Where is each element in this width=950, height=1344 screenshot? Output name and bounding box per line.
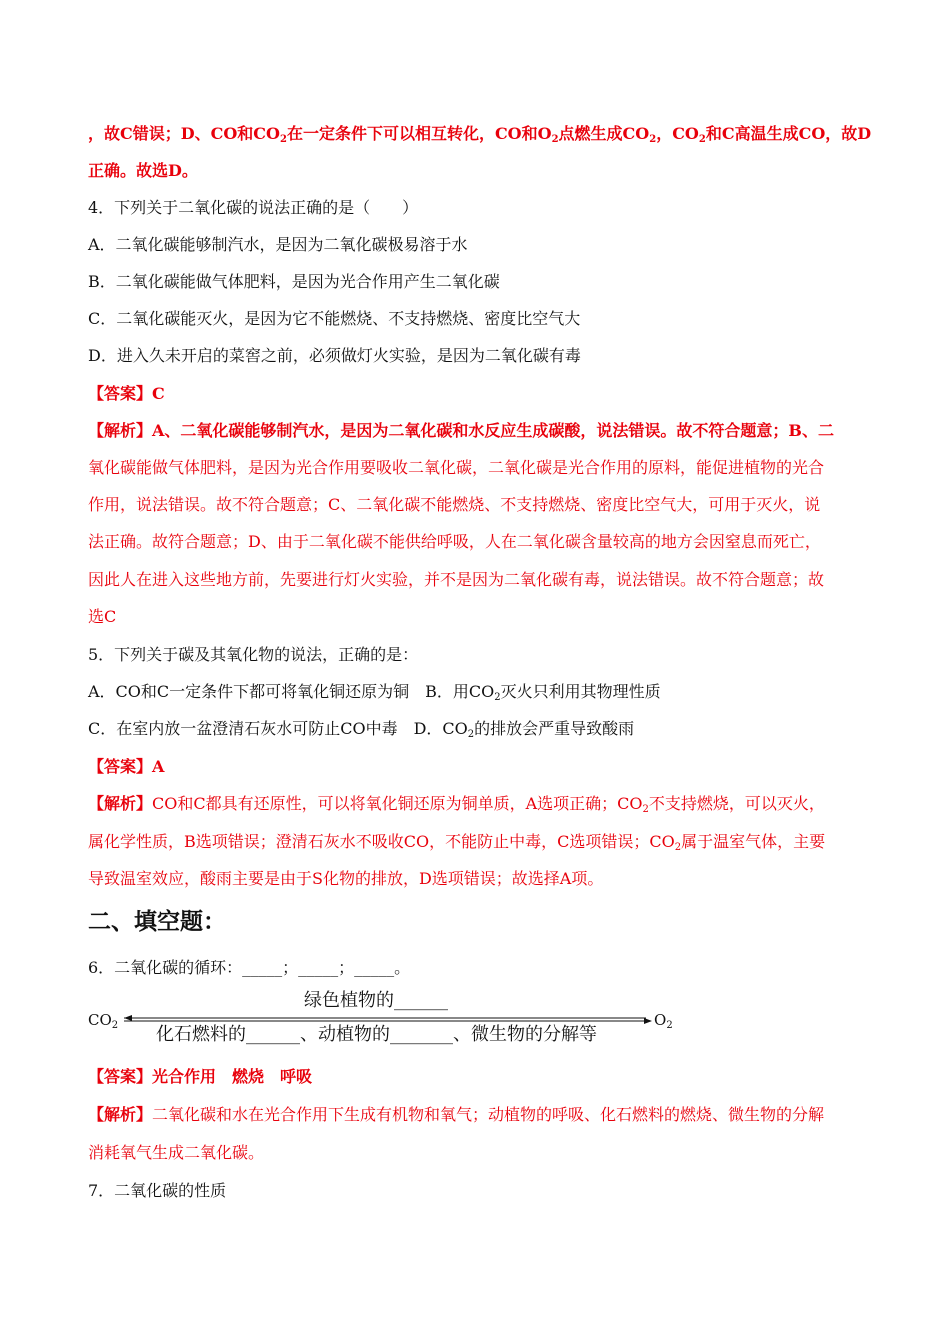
q6-answer: 【答案】光合作用 燃烧 呼吸 bbox=[88, 1067, 313, 1086]
prev-explanation-line-2: 正确。故选D。 bbox=[88, 161, 198, 180]
carbon-cycle-diagram bbox=[86, 988, 686, 1052]
q4-explanation-5: 因此人在进入这些地方前，先要进行灯火实验，并不是因为二氧化碳有毒，说法错误。故不符合题意；故 bbox=[88, 570, 825, 589]
q4-option-a: A．二氧化碳能够制汽水，是因为二氧化碳极易溶于水 bbox=[88, 235, 468, 254]
q6-explanation-2: 消耗氧气生成二氧化碳。 bbox=[88, 1143, 265, 1162]
q5-explanation-1: 【解析】CO和C都具有还原性，可以将氧化铜还原为铜单质，A选项正确；$CO_2$不支持燃烧，可以灭火， bbox=[88, 794, 825, 815]
q4-explanation-4: 法正确。故符合题意；D、由于二氧化碳不能供给呼吸，人在二氧化碳含量较高的地方会因窒息而死亡， bbox=[88, 532, 821, 551]
right-arrow-head bbox=[644, 1018, 652, 1024]
q4-explanation-1: 【解析】A、二氧化碳能够制汽水，是因为二氧化碳和水反应生成碳酸，说法错误。故不符合题意；B、二 bbox=[88, 421, 834, 440]
section-heading-fill-in: 二、填空题： bbox=[88, 909, 226, 935]
diagram-bottom-label: 化石燃料的______、动植物的_______、微生物的分解等 bbox=[156, 1024, 597, 1045]
question-6: 6．二氧化碳的循环：_____；_____；_____。 bbox=[88, 958, 411, 977]
q4-explanation-2: 氧化碳能做气体肥料，是因为光合作用要吸收二氧化碳，二氧化碳是光合作用的原料，能促进植物的光合 bbox=[88, 458, 825, 477]
q5-options-cd: C．在室内放一盆澄清石灰水可防止CO中毒 D．$CO_2$的排放会严重导致酸雨 bbox=[88, 719, 635, 740]
q5-explanation-3: 导致温室效应，酸雨主要是由于S化物的排放，D选项错误；故选择A项。 bbox=[88, 869, 604, 888]
q4-option-c: C．二氧化碳能灭火，是因为它不能燃烧、不支持燃烧、密度比空气大 bbox=[88, 309, 581, 328]
diagram-top-label: 绿色植物的______ bbox=[304, 990, 448, 1011]
question-4: 4．下列关于二氧化碳的说法正确的是（ ） bbox=[88, 198, 419, 217]
left-arrow-head bbox=[124, 1015, 132, 1021]
q6-explanation-1: 【解析】二氧化碳和水在光合作用下生成有机物和氧气；动植物的呼吸、化石燃料的燃烧、微生物的分解 bbox=[88, 1105, 825, 1124]
q4-option-d: D．进入久未开启的菜窖之前，必须做灯火实验，是因为二氧化碳有毒 bbox=[88, 346, 581, 365]
question-7: 7．二氧化碳的性质 bbox=[88, 1181, 227, 1200]
q4-explanation-6: 选C bbox=[88, 607, 117, 626]
q4-answer: 【答案】C bbox=[88, 384, 165, 403]
diagram-right-o2: $O_2$ bbox=[654, 1011, 673, 1031]
q5-options-ab: A．CO和C一定条件下都可将氧化铜还原为铜 B．用$CO_2$灭火只利用其物理性质 bbox=[88, 682, 661, 703]
q5-answer: 【答案】A bbox=[88, 757, 165, 776]
prev-explanation-line-1: ，故C错误；D、CO和$CO_2$在一定条件下可以相互转化，CO和$O_2$点燃生成$CO_2$，$CO_2$和C高温生成CO，故D bbox=[88, 124, 872, 145]
question-5: 5．下列关于碳及其氧化物的说法，正确的是： bbox=[88, 645, 419, 664]
q5-explanation-2: 属化学性质，B选项错误；澄清石灰水不吸收CO，不能防止中毒，C选项错误；$CO_2$属于温室气体，主要 bbox=[88, 832, 826, 853]
q4-option-b: B．二氧化碳能做气体肥料，是因为光合作用产生二氧化碳 bbox=[88, 272, 500, 291]
diagram-left-co2: $CO_2$ bbox=[88, 1011, 119, 1031]
q4-explanation-3: 作用，说法错误。故不符合题意；C、二氧化碳不能燃烧、不支持燃烧、密度比空气大，可用于灭火，说 bbox=[88, 495, 821, 514]
